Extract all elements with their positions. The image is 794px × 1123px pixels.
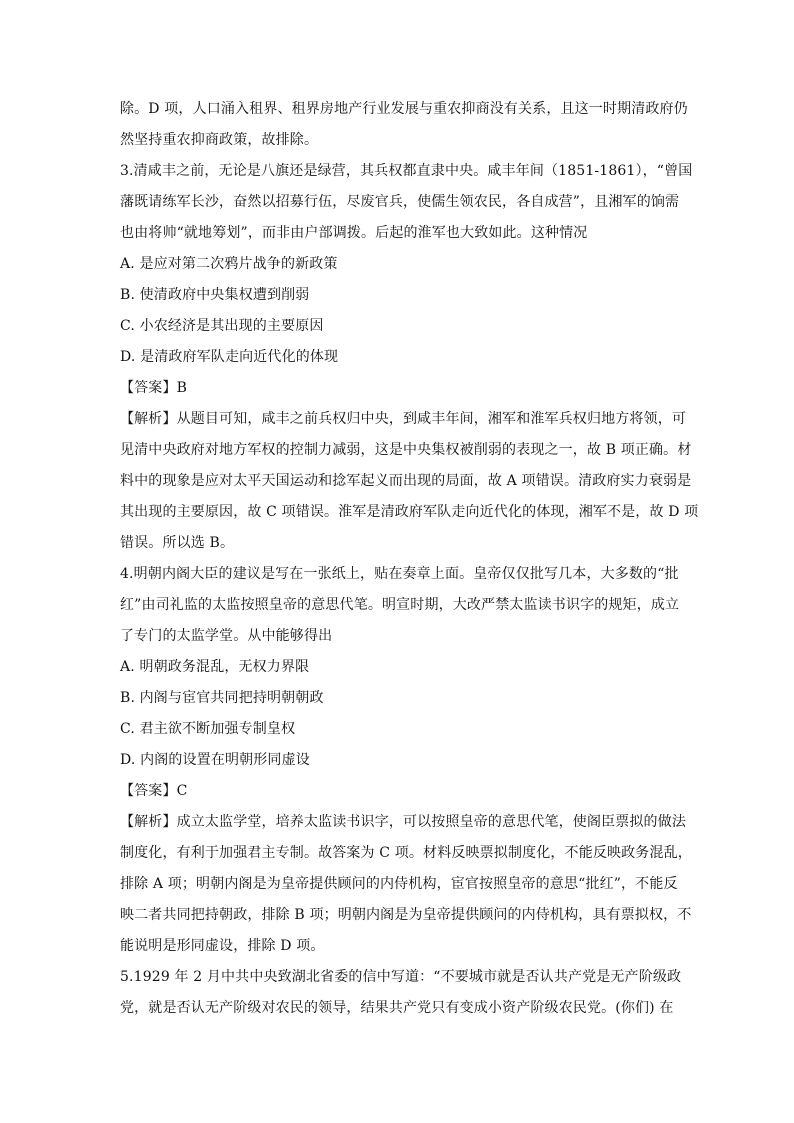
option-c: C. 君主欲不断加强专制皇权 bbox=[120, 721, 296, 737]
option-b: B. 使清政府中央集权遭到削弱 bbox=[120, 287, 310, 303]
text-line: 藩既请练军长沙，奋然以招募行伍，尽废官兵，使儒生领农民，各自成营”，且湘军的饷需 bbox=[120, 194, 680, 210]
option-b: B. 内阁与宦官共同把持明朝朝政 bbox=[120, 690, 324, 706]
text-line: 其出现的主要原因，故 C 项错误。淮军是清政府军队走向近代化的体现，湘军不是，故 D 项 bbox=[120, 504, 699, 520]
text-line: 红”由司礼监的太监按照皇帝的意思代笔。明宣时期，大改严禁太监读书识字的规矩，成立 bbox=[120, 597, 680, 613]
option-c: C. 小农经济是其出现的主要原因 bbox=[120, 318, 324, 334]
text-line: 除。D 项，人口涌入租界、租界房地产行业发展与重农抑商没有关系，且这一时期清政府仍 bbox=[120, 101, 688, 117]
text-line: 能说明是形同虚设，排除 D 项。 bbox=[120, 938, 325, 954]
text-line: 料中的现象是应对太平天国运动和捻军起义而出现的局面，故 A 项错误。清政府实力衰弱是 bbox=[120, 473, 692, 489]
text-line: 也由将帅“就地筹划”，而非由户部调拨。后起的淮军也大致如此。这种情况 bbox=[120, 225, 588, 241]
text-line: 错误。所以选 B。 bbox=[120, 535, 235, 551]
text-line: 制度化，有利于加强君主专制。故答案为 C 项。材料反映票拟制度化，不能反映政务混乱， bbox=[120, 845, 692, 861]
analysis: 【解析】成立太监学堂，培养太监读书识字，可以按照皇帝的意思代笔，使阁臣票拟的做法 bbox=[120, 814, 686, 830]
text-line: 了专门的太监学堂。从中能够得出 bbox=[120, 628, 333, 644]
text-line: 排除 A 项；明朝内阁是为皇帝提供顾问的内侍机构，宦官按照皇帝的意思“批红”，不能反 bbox=[120, 876, 678, 892]
answer: 【答案】B bbox=[120, 380, 188, 396]
document-page bbox=[120, 98, 699, 1028]
question-5-stem: 5.1929 年 2 月中共中央致湖北省委的信中写道：“不要城市就是否认共产党是无产阶级政 bbox=[120, 969, 682, 985]
answer: 【答案】C bbox=[120, 783, 188, 799]
question-4-stem: 4.明朝内阁大臣的建议是写在一张纸上，贴在奏章上面。皇帝仅仅批写几本，大多数的“批 bbox=[120, 566, 679, 582]
analysis: 【解析】从题目可知，咸丰之前兵权归中央，到咸丰年间，湘军和淮军兵权归地方将领，可 bbox=[120, 411, 686, 427]
text-line: 党，就是否认无产阶级对农民的领导，结果共产党只有变成小资产阶级农民党。(你们) 在 bbox=[120, 1000, 674, 1016]
question-3-stem: 3.清咸丰之前，无论是八旗还是绿营，其兵权都直隶中央。咸丰年间（1851-1861），“曾国 bbox=[120, 163, 693, 179]
option-d: D. 是清政府军队走向近代化的体现 bbox=[120, 349, 339, 365]
text-line: 映二者共同把持朝政，排除 B 项；明朝内阁是为皇帝提供顾问的内侍机构，具有票拟权，不 bbox=[120, 907, 692, 923]
option-d: D. 内阁的设置在明朝形同虚设 bbox=[120, 752, 310, 768]
option-a: A. 明朝政务混乱，无权力界限 bbox=[120, 659, 310, 675]
option-a: A. 是应对第二次鸦片战争的新政策 bbox=[120, 256, 338, 272]
text-line: 见清中央政府对地方军权的控制力减弱，这是中央集权被削弱的表现之一，故 B 项正确。材 bbox=[120, 442, 692, 458]
text-line: 然坚持重农抑商政策，故排除。 bbox=[120, 132, 319, 148]
